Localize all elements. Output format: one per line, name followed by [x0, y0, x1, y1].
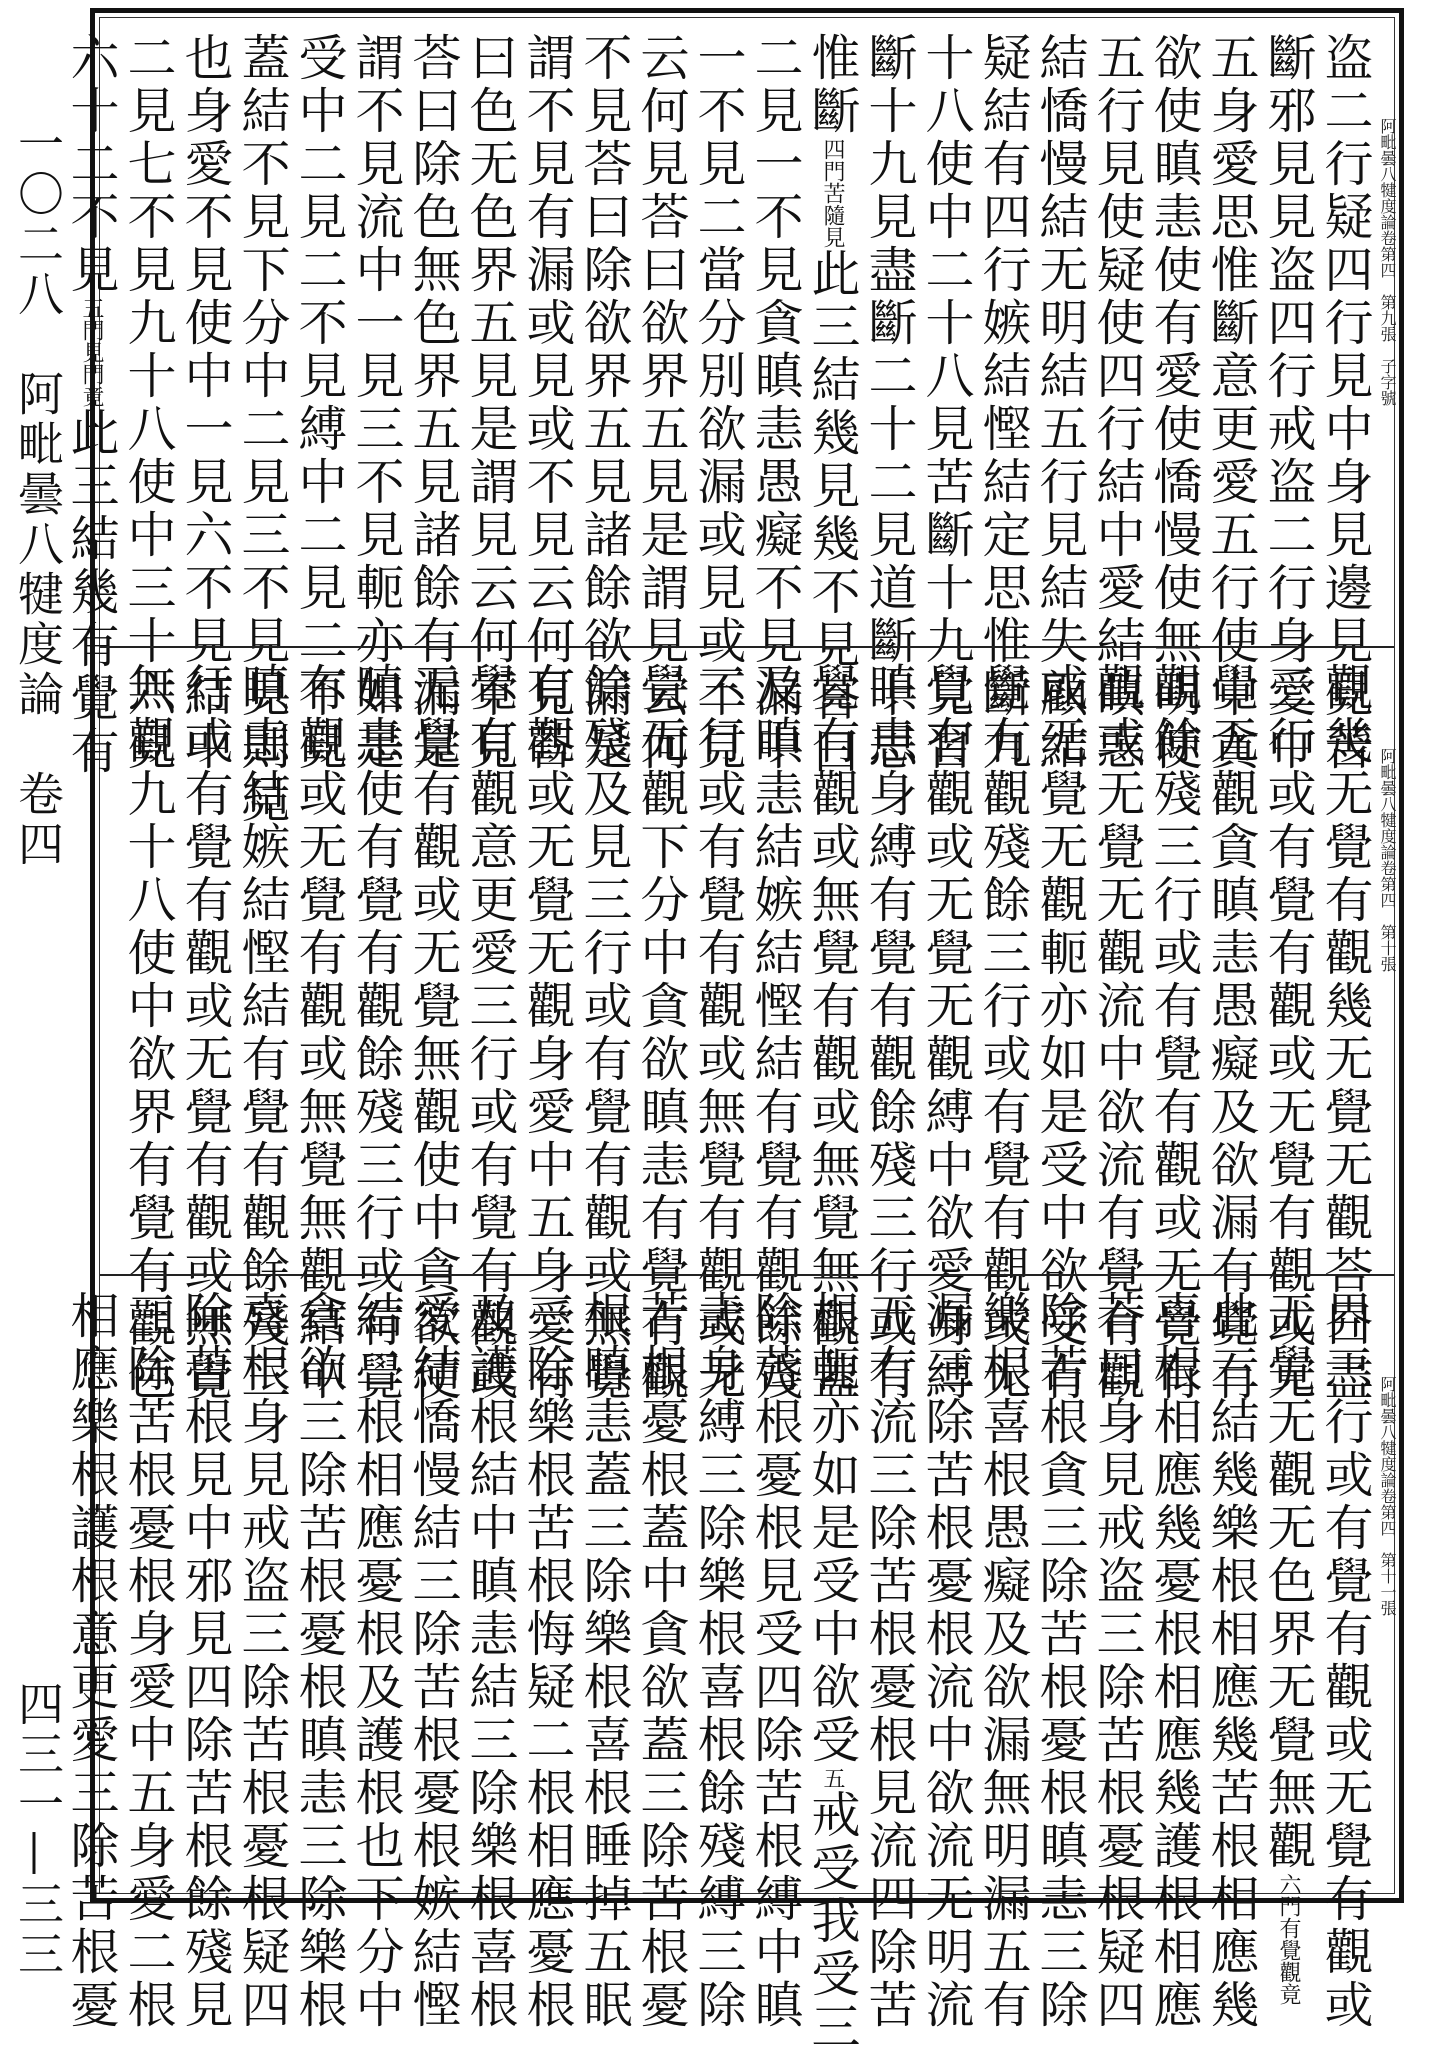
text-column [519, 662, 576, 1404]
column-text: 漏三除苦根憂根流中欲流无明流 [918, 1290, 975, 2032]
column-text: 荅曰身見戒盗三除苦根憂根疑四 [1089, 1290, 1146, 2032]
text-column [1260, 32, 1317, 774]
text-column [1317, 662, 1374, 1404]
text-column [120, 32, 177, 774]
column-text: 五身愛思惟斷意更愛五行使中貪 [1203, 32, 1260, 774]
register-middle [100, 646, 1397, 1404]
text-column [405, 1290, 462, 2032]
text-column [1089, 1290, 1146, 2032]
text-column [405, 662, 462, 1404]
column-text: 瞋恚身縛有覺有觀餘殘三行或有 [861, 662, 918, 1404]
column-text: 二見七不見九十八使中三十六見 [120, 32, 177, 774]
text-column [291, 1290, 348, 2032]
column-text: 斷邪見見盗四行戒盗二行身愛中 [1260, 32, 1317, 774]
text-column [462, 662, 519, 1404]
column-text: 十八使中二十八見苦斷十九見習 [918, 32, 975, 774]
column-text: 受中二見二不見縛中二見二不見 [291, 32, 348, 774]
text-column [462, 32, 519, 774]
column-text: 結二根相應憂根及護根也下分中 [348, 1290, 405, 2032]
column-text: 界三行或有覺有觀或无覺有觀或 [1317, 1290, 1374, 2032]
text-column [975, 32, 1032, 774]
text-column [1146, 662, 1203, 1404]
text-column [1260, 662, 1317, 1404]
margin-note: 阿毗曇八犍度論卷第四 第十張 [1378, 748, 1397, 972]
column-text: 根瞋恚蓋三除樂根喜根睡掉五眠 [576, 1290, 633, 2032]
text-column [519, 1290, 576, 2032]
text-column [291, 32, 348, 774]
text-column [63, 1290, 120, 2032]
column-text: 不見荅曰除欲界五見諸餘欲漏是 [576, 32, 633, 774]
text-column [918, 1290, 975, 2032]
text-column [1203, 662, 1260, 1404]
column-text: 有觀或无覺有觀或無覺無觀結中 [291, 662, 348, 1404]
text-column [177, 662, 234, 1404]
column-text: 覺有觀或無覺有觀或無覺無觀蓋 [804, 662, 861, 1404]
column-text: 結憍慢結无明結五行見結失顧結 [1032, 32, 1089, 774]
column-text: 覺无觀貪瞋恚愚癡及欲漏有覺有 [1203, 662, 1260, 1404]
text-column [177, 1290, 234, 2032]
page-inner-frame [63, 17, 1397, 2054]
text-column [690, 662, 747, 1404]
text-column [975, 1290, 1032, 2032]
text-column [234, 662, 291, 1404]
column-text: 覺有觀或无覺无觀縛中欲愛身縛 [918, 662, 975, 1404]
text-column [975, 662, 1032, 1404]
column-text: 餘殘及見三行或有覺有觀或無覺 [576, 662, 633, 1404]
column-text: 三除苦根憂根身愛中五身愛二根 [120, 1290, 177, 2032]
column-text: 云何見荅曰欲界五見是謂見云何 [633, 32, 690, 774]
column-text: 六十二不見 [63, 32, 120, 297]
column-text: 行或有覺有觀或无覺有觀或無覺 [177, 662, 234, 1404]
text-column [690, 32, 747, 774]
text-column [177, 32, 234, 774]
column-text: 五有流三除苦根憂根見流四除苦 [861, 1290, 918, 2032]
text-column [348, 662, 405, 1404]
column-text: 曰色无色界五見是謂見云何不見 [462, 32, 519, 774]
column-text: 一不見二當分別欲漏或見或不見 [690, 32, 747, 774]
column-text: 二見一不見貪瞋恚愚癡不見漏中 [747, 32, 804, 774]
column-text: 相應樂根護根意更愛三除苦根憂 [63, 1290, 120, 2032]
column-text: 觀餘殘三行或有覺有觀或无覺有 [1146, 662, 1203, 1404]
text-column [1032, 1290, 1089, 2032]
text-column [120, 1290, 177, 2032]
interlinear-note: 五 [820, 1767, 845, 1789]
text-column [576, 662, 633, 1404]
margin-note: 阿毗曇八犍度論卷第四 第十一張 [1378, 1376, 1397, 1616]
page-frame [63, 8, 1404, 2054]
text-column [633, 1290, 690, 2032]
column-text: 五行見使疑使四行結中愛結瞋恚 [1089, 32, 1146, 774]
column-text: 瞋恚使有覺有觀餘殘三行或有覺 [348, 662, 405, 1404]
page-number: 四三一—三三 [11, 1680, 65, 1980]
margin-note: 阿毗曇八犍度論卷第四 第九張 子字號 [1378, 118, 1397, 406]
text-column [747, 662, 804, 1404]
column-text: 荅曰除色無色界五見諸餘有漏是 [405, 32, 462, 774]
column-text: 喜根身見戒盗三除苦根憂根疑四 [234, 1290, 291, 2032]
column-text: 除苦根憂根見受四除苦根縛中瞋 [747, 1290, 804, 2032]
column-text-continued: 戒受我受三 [804, 1789, 861, 2054]
text-column [348, 32, 405, 774]
text-column [1203, 1290, 1260, 2032]
text-columns [63, 1290, 1374, 2054]
text-column [405, 32, 462, 774]
column-text: 除苦根貪三除苦根憂根瞋恚三除 [1032, 1290, 1089, 2032]
text-columns [120, 662, 1374, 1404]
column-text: 覺有觀殘餘三行或有覺有觀或无 [975, 662, 1032, 1404]
column-text: 觀或无覺无觀流中欲流有覺有觀 [1089, 662, 1146, 1404]
text-column [1260, 1290, 1317, 2005]
interlinear-note: 四門苦隨見 [820, 138, 845, 248]
text-column [861, 662, 918, 1404]
text-column [861, 1290, 918, 2032]
column-text: 斷十九見盡斷二十二見道斷十思 [861, 32, 918, 774]
text-column [804, 1290, 861, 2054]
text-column [747, 32, 804, 774]
text-column [1317, 32, 1374, 774]
text-column [1089, 662, 1146, 1404]
column-text: 疑結有四行嫉結慳結定思惟斷九 [975, 32, 1032, 774]
column-text: 謂不見流中一見三不見軛亦如是 [348, 32, 405, 774]
text-columns [63, 32, 1374, 827]
text-column [690, 1290, 747, 2032]
text-column [576, 32, 633, 774]
text-column [861, 32, 918, 774]
column-text: 愛結憍慢結三除苦根憂根嫉結慳 [405, 1290, 462, 2032]
text-column [291, 662, 348, 1404]
text-column [633, 32, 690, 774]
column-text: 此三結幾樂根相應幾苦根相應幾 [1203, 1290, 1260, 2032]
text-column [63, 32, 120, 778]
column-text: 謂不見有漏或見或不見云何見荅 [519, 32, 576, 774]
column-text: 盗二行疑四行見中身見邊見見苦 [1317, 32, 1374, 774]
text-column [120, 662, 177, 1404]
interlinear-note: 五門見門竟 [79, 297, 104, 407]
text-column [519, 32, 576, 774]
register-bottom [63, 1274, 1397, 2054]
column-text: 根軛亦如是受中欲受 [804, 1290, 861, 1767]
text-column [1203, 32, 1260, 774]
column-text: 覺有觀意更愛三行或有覺有觀或 [462, 662, 519, 1404]
column-text: 樂根喜根愚癡及欲漏無明漏五有 [975, 1290, 1032, 2032]
column-text: 三行或有覺有觀或无覺有觀或无 [1260, 662, 1317, 1404]
text-column [804, 32, 861, 778]
register-top [63, 18, 1397, 827]
column-text: 無觀九十八使中欲界有覺有觀色 [120, 662, 177, 1404]
column-text: 覺无觀下分中貪欲瞋恚有覺有觀 [633, 662, 690, 1404]
column-text: 惟斷 [804, 32, 861, 138]
column-text: 苦根憂根蓋中貪欲蓋三除苦根憂 [633, 1290, 690, 2032]
text-column [576, 1290, 633, 2032]
text-column [1089, 32, 1146, 774]
text-column [747, 1290, 804, 2032]
column-text: 瞋恚結嫉結慳結有覺有觀餘殘三 [234, 662, 291, 1404]
column-text: 三行或有覺有觀或無覺有觀或无 [690, 662, 747, 1404]
text-column [1146, 32, 1203, 774]
text-column [462, 1290, 519, 2032]
column-text: 及護根結中瞋恚結三除樂根喜根 [462, 1290, 519, 2032]
text-column [1032, 32, 1089, 774]
text-column [1146, 1290, 1203, 2032]
text-column [633, 662, 690, 1404]
column-text: 也身愛不見使中一見六不見結中 [177, 32, 234, 774]
interlinear-note: 六門有覺觀竟 [1276, 1873, 1301, 2005]
volume-title: 一〇二八 阿毗曇八犍度論 卷四 [11, 120, 65, 870]
text-column [1032, 662, 1089, 1404]
text-column [234, 1290, 291, 2032]
column-text: 或无覺无觀軛亦如是受中欲受有 [1032, 662, 1089, 1404]
text-column [1317, 1290, 1374, 2032]
column-text-continued: 此三結幾有覺有 [63, 407, 120, 778]
text-column [804, 662, 861, 1404]
column-text: 貪欲三除苦根憂根瞋恚三除樂根 [291, 1290, 348, 2032]
column-text: 无覺有觀或无覺無觀使中貪欲使 [405, 662, 462, 1404]
column-text: 及瞋恚結嫉結慳結有覺有觀餘殘 [747, 662, 804, 1404]
column-text: 无覺无觀无色界无覺無觀 [1260, 1290, 1317, 1873]
text-column [348, 1290, 405, 2032]
text-column [918, 662, 975, 1404]
column-text: 恚身縛三除樂根喜根餘殘縛三除 [690, 1290, 747, 2032]
column-text: 欲使瞋恚使有愛使憍慢使無明使 [1146, 32, 1203, 774]
column-text: 喜根相應幾憂根相應幾護根相應 [1146, 1290, 1203, 2032]
column-text: 觀幾无覺有觀幾无覺无觀荅曰盡 [1317, 662, 1374, 1404]
text-column [234, 32, 291, 827]
column-text: 有觀或无覺无觀身愛中五身愛有 [519, 662, 576, 1404]
text-column [918, 32, 975, 774]
column-text-continued: 此三結幾見幾不見荅曰 [804, 248, 861, 778]
column-text: 三除樂根苦根悔疑二根相應憂根 [519, 1290, 576, 2032]
column-text: 除苦根見中邪見四除苦根餘殘見 [177, 1290, 234, 2032]
column-text: 蓋結不見下分中二見三不見見則見 [234, 32, 291, 827]
